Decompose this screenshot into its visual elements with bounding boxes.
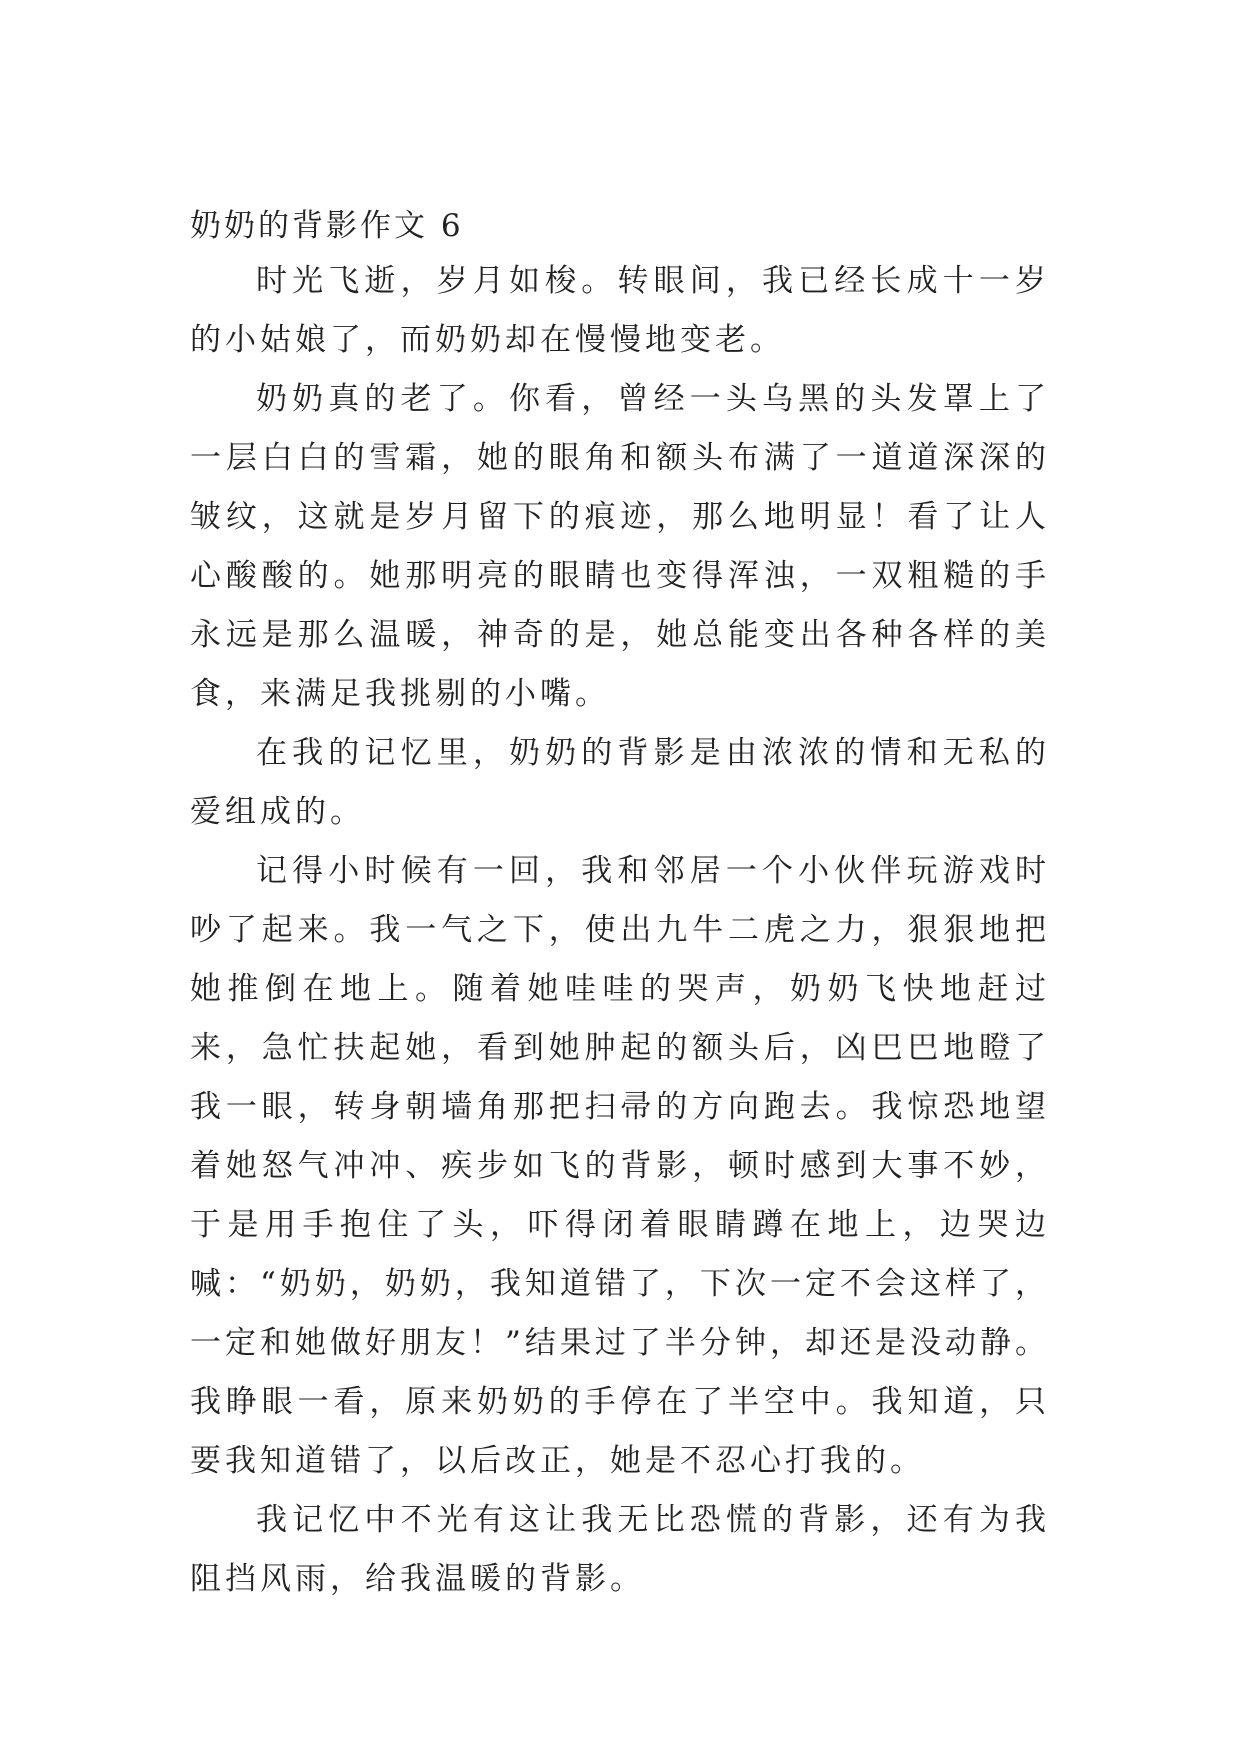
paragraph-3: 在我的记忆里，奶奶的背影是由浓浓的情和无私的爱组成的。 — [190, 735, 1050, 830]
paragraph-5: 我记忆中不光有这让我无比恐慌的背影，还有为我阻挡风雨，给我温暖的背影。 — [190, 1502, 1050, 1597]
document-body — [190, 200, 1050, 1609]
paragraph-4: 记得小时候有一回，我和邻居一个小伙伴玩游戏时吵了起来。我一气之下，使出九牛二虎之力，狠狠地把她推倒在地上。随着她哇哇的哭声，奶奶飞快地赶过来，急忙扶起她，看到她肿起的额头后，凶巴巴地瞪了我一眼，转身朝墙角那把扫帚的方向跑去。我惊恐地望着她怒气冲冲、疾步如飞的背影，顿时感到大事不妙，于是用手抱住了头，吓得闭着眼睛蹲在地上，边哭边喊：“奶奶，奶奶，我知道错了，下次一定不会这样了，一定和她做好朋友！”结果过了半分钟，却还是没动静。我睁眼一看，原来奶奶的手停在了半空中。我知道，只要我知道错了，以后改正，她是不忍心打我的。 — [190, 853, 1050, 1479]
paragraph-2: 奶奶真的老了。你看，曾经一头乌黑的头发罩上了一层白白的雪霜，她的眼角和额头布满了一道道深深的皱纹，这就是岁月留下的痕迹，那么地明显！看了让人心酸酸的。她那明亮的眼睛也变得浑浊，一双粗糙的手永远是那么温暖，神奇的是，她总能变出各种各样的美食，来满足我挑剔的小嘴。 — [190, 381, 1050, 712]
document-title: 奶奶的背影作文 6 — [190, 208, 464, 244]
paragraph-1: 时光飞逝，岁月如梭。转眼间，我已经长成十一岁的小姑娘了，而奶奶却在慢慢地变老。 — [190, 263, 1050, 358]
